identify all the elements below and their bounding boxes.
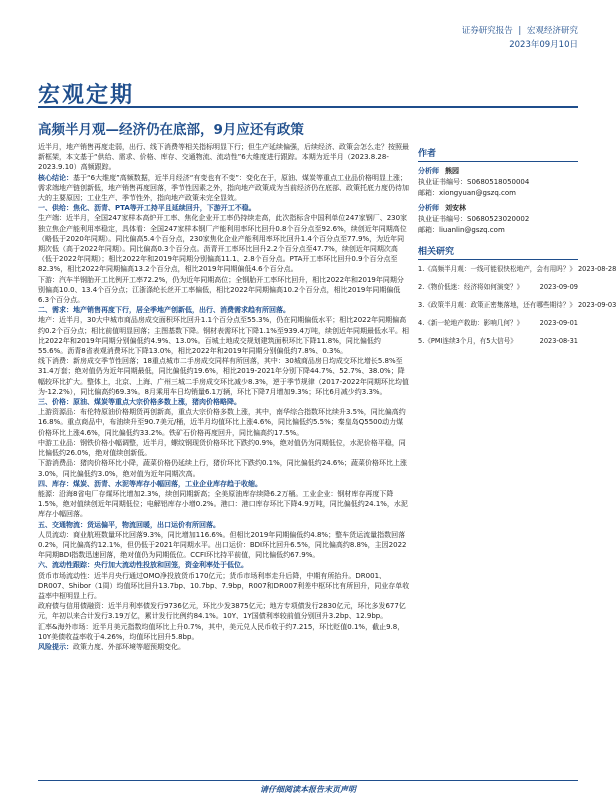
meta-separator: | [518, 26, 522, 36]
section-4-title: 四、库存：煤炭、沥青、水泥等库存小幅回落，工业企业库存趋于收缩。 [38, 479, 262, 488]
section-4-text: 能源：沿海8省电厂存煤环比增加2.3%，续创同期新高；全美原油库存续降6.2万桶。工业企业：钢材库存再度下降1.5%，绝对值续创近年同期低位；电解铝库存小增0.2%。港口：港口库存环比下降4.9万吨，同比偏低约24.1%，水泥库存小幅回落。 [38, 489, 408, 519]
doc-type-title: 宏观定期 [38, 83, 135, 108]
author-role: 分析师 [418, 167, 439, 175]
section-6-title: 六、流动性跟踪：央行加大流动性投放和回笼，资金利率处于低位。 [38, 561, 248, 570]
section-6-text: 货币市场流动性：近半月央行通过OMO净投放货币170亿元；货币市场利率走升后降，中期有所抬升。DR001、DR007、Shibor（1周）均值环比回升13.7bp、10.7bp、7.9bp，R007和DR007利差中枢环比有所回升，同业存单收益率中枢明显上行。 [38, 571, 410, 600]
section-2-text: 地产：近半月，30大中城市商品房成交面积环比回升1.1个百分点至55.3%，仍在同期偏低水平；相比2022年同期偏高约0.2个百分点；相比前值明显回落；主图基数下降。钢材表需环比下降1.1%至939.4万吨，续创近年同期最低水平。相比2022年和2019年同期分别偏低约4.9%、13.0%。百城土地成交规划建筑面积环比下降11.8%，同比偏低约55.6%。沥青8省表观消费环比下降13.0%，相比2022年和2019年同期分别偏低约7.8%、0.3%。 [38, 316, 409, 356]
related-item-title[interactable]: 3.《政策半月观：政策正密集落地，还有哪些期待？》 [418, 301, 576, 309]
report-body [38, 142, 410, 652]
core-label: 核心结论： [38, 173, 73, 182]
report-meta [462, 24, 578, 52]
section-2b-text: 线下消费：新房成交季节性回落；18重点城市二手房成交同样有所回落，其中：30城商品房日均成交环比增长5.8%至31.4万套；绝对值仍为近年同期最低，同比偏低约19.6%，相比2019-2021年分别下降44.7%、52.7%、38.0%；降幅较环比扩大。整体上，北京、上海、广州三城二手房成交环比减少8.3%，逆于季节规律（2017-2022年同期环比均值为-12.2%），同比偏高约69.3%。8月乘用车日均销量6.1万辆，环比下降7月增加9.3%；环比6月减少约3.3%。 [38, 357, 409, 396]
author-license: S0680523020002 [467, 215, 530, 223]
section-3-title: 三、价格：原油、煤炭等重点大宗价格多数上涨，猪肉价格略降。 [38, 398, 241, 407]
report-headline: 高频半月观—经济仍在底部，9月应还有政策 [38, 122, 304, 138]
core-paragraph [38, 173, 410, 204]
related-list [418, 264, 616, 346]
report-date: 2023年09月10日 [509, 40, 578, 50]
related-item-date: 2023-08-31 [539, 337, 578, 345]
section-6b-text: 政府债与信用债融资：近半月利率债发行9736亿元，环比少发3875亿元；地方专项债发行2830亿元，环比多发677亿元，年初以来合计发行3.19万亿，累计发行比例约84.1%。10Y、1Y国债利率较前值分别回升3.2bp、12.9bp。 [38, 602, 406, 621]
section-3b-text: 中游工业品：钢铁价格小幅调整，近半月，螺纹钢现货价格环比下跌约0.9%，绝对值仍为同期低位，水泥价格平稳，同比偏低约26.0%，绝对值续创新低。 [38, 438, 406, 458]
core-text: 基于“6大维度”高频数据，近半月经济“有变也有不变”：变化在于，原油、煤炭等重点工业品价格明显上涨；需求端地产链创新低，地产销售再度回落，季节性因素之外，指向地产政策成为当前经济仍在底部、政策托底力度仍待加大的主要原因；工业生产、季节性外，指向地产政策未完全显效。 [38, 173, 409, 203]
risk-paragraph [38, 642, 410, 652]
section-5-title: 五、交通物流：货运偏平，物流回暖，出口运价有所回落。 [38, 520, 220, 529]
section-1-text: 生产端：近半月，全国247家样本高炉开工率、焦化企业开工率仍持续走高，此次指标含中国利单位247家钢厂、230家独立焦企产能利用率稳定，具体看：全国247家样本钢厂产能利用率环比回升0.8个百分点至92.6%，续创近年同期高位（略低于2020年同期）。同比偏高5.4个百分点，230家焦化企业产能利用率环比回升1.4个百分点至77.9%，为近年同期次低（高于2022年同期）。同比偏高0.3个百分点。沥青开工率环比回升2.2个百分点至47.7%，续创近年同期次高（低于2022年同期）；相比2022年和2019年同期分别偏高11.1、2.8个百分点。PTA开工率环比回升0.9个百分点至82.3%，相比2022年同期偏高13.2个百分点，相比2019年同期偏低4.6个百分点。 [38, 214, 408, 274]
authors-title: 作者 [418, 146, 578, 162]
author-email[interactable]: xiongyuan@gszq.com [439, 189, 516, 197]
section-1-title: 一、供给：焦化、沥青、PTA等开工持平且延续回升，下游开工不稳。 [38, 204, 256, 213]
related-item-title[interactable]: 2.《物价低迷：经济将如何演变？》 [418, 283, 524, 291]
email-label: 邮箱： [418, 226, 439, 234]
related-item[interactable] [418, 282, 578, 292]
author-card [418, 203, 578, 236]
related-item-date: 2023-09-01 [539, 319, 578, 327]
author-name: 刘安林 [445, 204, 466, 212]
section-5-text: 人员流动：商业航班数量环比回落9.3%，同比增加116.6%。但相比2019年同期偏低约4.8%；整车货运流量指数回落0.2%，同比偏高约12.1%，但仍低于2021年同期水平。出口运价：BDI环比回升6.5%，同比偏高约8.8%，主因2022年同期BDI指数迅速回落，绝对值仍为同期低位。CCFI环比持平前值，同比偏低约67.9%。 [38, 530, 407, 560]
report-series: 宏观经济研究 [526, 26, 578, 36]
related-item-date: 2023-08-28 [577, 265, 616, 273]
related-item[interactable] [418, 300, 616, 310]
section-1b-text: 下游：汽车半钢胎开工比例开工率72.2%，仍为近年同期高位；全钢胎开工率环比回升，相比2022年和2019年同期分别偏高10.0、13.4个百分点；江浙涤纶长丝开工率偏低，相比2022年同期偏高10.2个百分点，相比2019年同期偏低6.3个百分点。 [38, 275, 404, 305]
risk-text: 政策力度、外部环境等超预期变化。 [73, 642, 185, 651]
related-item[interactable] [418, 264, 616, 274]
intro-paragraph: 近半月，地产销售再度走弱，出行、线下消费等相关指标明显下行；但生产延续偏强，后续经济、政策会怎么走？按照最新框架，本文基于“供给、需求、价格、库存、交通物流、流动性”6大维度进行跟踪。本期为近半月（2023.8.28-2023.9.10）高频跟踪。 [38, 143, 409, 172]
risk-label: 风险提示： [38, 642, 73, 651]
footer-disclaimer: 请仔细阅读本报告末页声明 [38, 780, 578, 795]
related-item-title[interactable]: 5.《PMI连续3个月，有5大信号》 [418, 337, 517, 345]
related-item-date: 2023-09-09 [539, 283, 578, 291]
author-email[interactable]: liuanlin@gszq.com [439, 226, 505, 234]
title-divider [38, 106, 578, 108]
license-label: 执业证书编号： [418, 178, 467, 186]
related-title: 相关研究 [418, 244, 578, 260]
author-license: S0680518050004 [467, 178, 530, 186]
related-item-title[interactable]: 1.《高频半月观：一线可能很快松地产，会有用吗？》 [418, 265, 576, 273]
email-label: 邮箱： [418, 189, 439, 197]
section-6c-text: 汇率&海外市场：近半月美元指数均值环比上升0.7%，其中，美元兑人民币收于约7.215，环比贬值0.1%，截止9.8，10Y美债收益率收于4.26%，均值环比回升5.8bp。 [38, 622, 405, 641]
sidebar [418, 146, 616, 354]
author-role: 分析师 [418, 204, 439, 212]
related-item[interactable] [418, 318, 578, 328]
related-item-date: 2023-09-03 [577, 301, 616, 309]
related-item[interactable] [418, 336, 578, 346]
report-type: 证券研究报告 [461, 26, 513, 36]
license-label: 执业证书编号： [418, 215, 467, 223]
section-3-text: 上游资源品：布伦特原油价格期货再创新高，重点大宗价格多数上涨，其中，南华综合指数环比续升3.5%，同比偏高约16.8%。重点商品中，布油续升至90.7美元/桶，近半月均值环比上涨4.6%，同比偏低约5.5%；秦皇岛Q5500动力煤价格环比上涨4.6%，同比偏低约33.2%。铁矿石价格再度回升，同比偏高约17.5%。 [38, 408, 406, 437]
section-3c-text: 下游消费品：猪肉价格环比小降，蔬菜价格仍延续上行，猪价环比下跌约0.1%，同比偏低约24.6%；蔬菜价格环比上涨3.0%，同比偏低约3.0%，绝对值为近年同期次高。 [38, 459, 408, 478]
author-card [418, 166, 578, 199]
section-2-title: 二、需求：地产销售再度下行，居全季地产创新低，出行、消费需求趋有所回落。 [38, 306, 290, 315]
related-item-title[interactable]: 4.《新一轮地产救助：影响几何？》 [418, 319, 524, 327]
author-name: 熊园 [445, 167, 459, 175]
